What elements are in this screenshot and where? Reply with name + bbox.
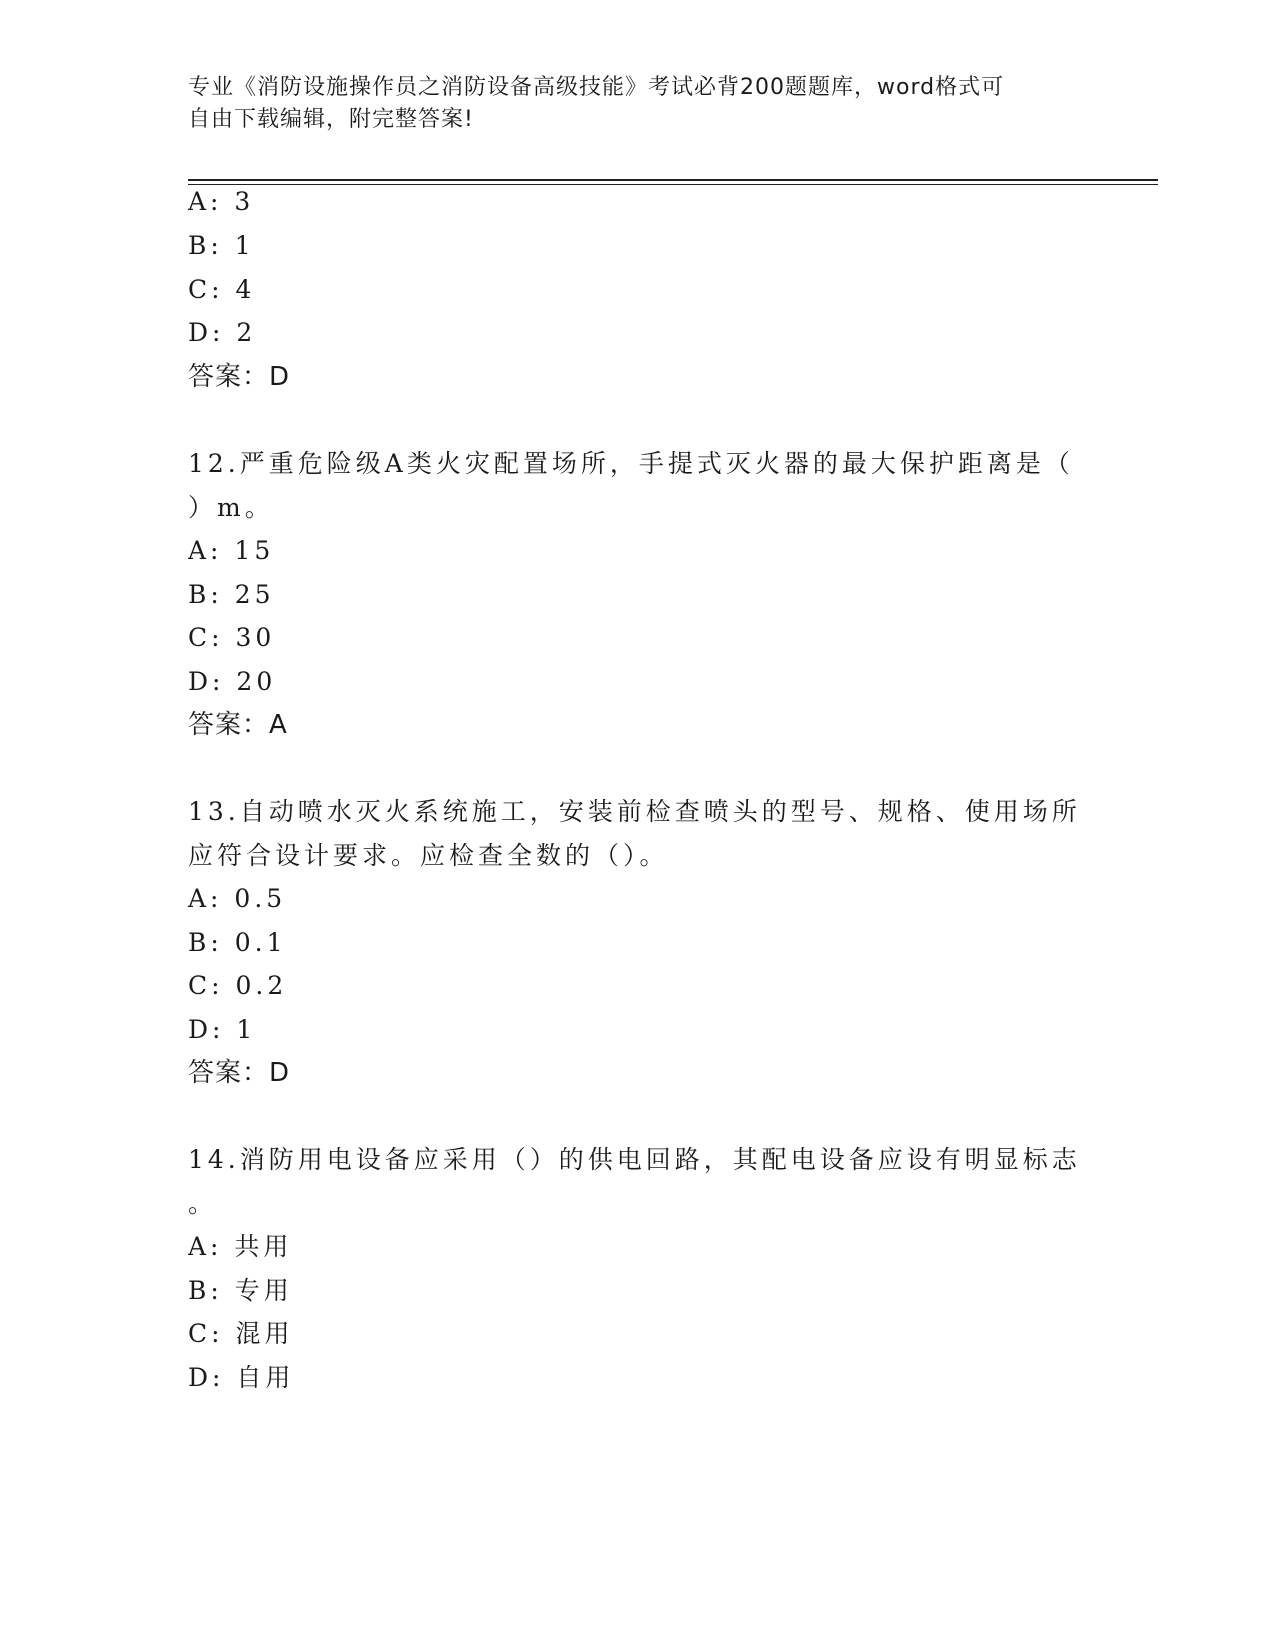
q11-option-d: D: 2 [188, 318, 257, 347]
q13-stem-line-2: 应符合设计要求。应检查全数的（）。 [188, 841, 669, 870]
header-rule-thin [188, 184, 1158, 185]
q12-stem-line-2: ）m。 [188, 493, 274, 522]
q11-option-b: B: 1 [188, 231, 255, 260]
q13-option-d: D: 1 [188, 1015, 257, 1044]
document-header [188, 72, 1068, 136]
q12-option-c: C: 30 [188, 623, 276, 652]
q11-answer: 答案：D [188, 362, 291, 392]
q14-option-c: C: 混用 [188, 1319, 294, 1348]
q13-answer: 答案：D [188, 1058, 291, 1088]
q11-option-a: A: 3 [188, 187, 255, 216]
header-rule-thick [188, 179, 1158, 181]
header-line-2: 自由下载编辑，附完整答案! [188, 107, 474, 132]
q12-option-b: B: 25 [188, 580, 275, 609]
q12-option-a: A: 15 [188, 536, 275, 565]
q11-option-c: C: 4 [188, 275, 256, 304]
q13-option-b: B: 0.1 [188, 928, 287, 957]
q12-option-d: D: 20 [188, 667, 277, 696]
q13-stem-line-1: 13.自动喷水灭火系统施工，安装前检查喷头的型号、规格、使用场所 [188, 797, 1081, 826]
q14-option-b: B: 专用 [188, 1276, 293, 1305]
q12-answer: 答案：A [188, 710, 288, 740]
q14-option-a: A: 共用 [188, 1232, 293, 1261]
header-line-1: 专业《消防设施操作员之消防设备高级技能》考试必背200题题库，word格式可 [188, 75, 1005, 100]
q12-stem-line-1: 12.严重危险级A类火灾配置场所，手提式灭火器的最大保护距离是（ [188, 449, 1074, 478]
q13-option-a: A: 0.5 [188, 884, 287, 913]
q13-option-c: C: 0.2 [188, 971, 288, 1000]
q14-stem-line-2: 。 [188, 1189, 218, 1218]
q14-option-d: D: 自用 [188, 1363, 295, 1392]
q14-stem-line-1: 14.消防用电设备应采用（）的供电回路，其配电设备应设有明显标志 [188, 1145, 1081, 1174]
